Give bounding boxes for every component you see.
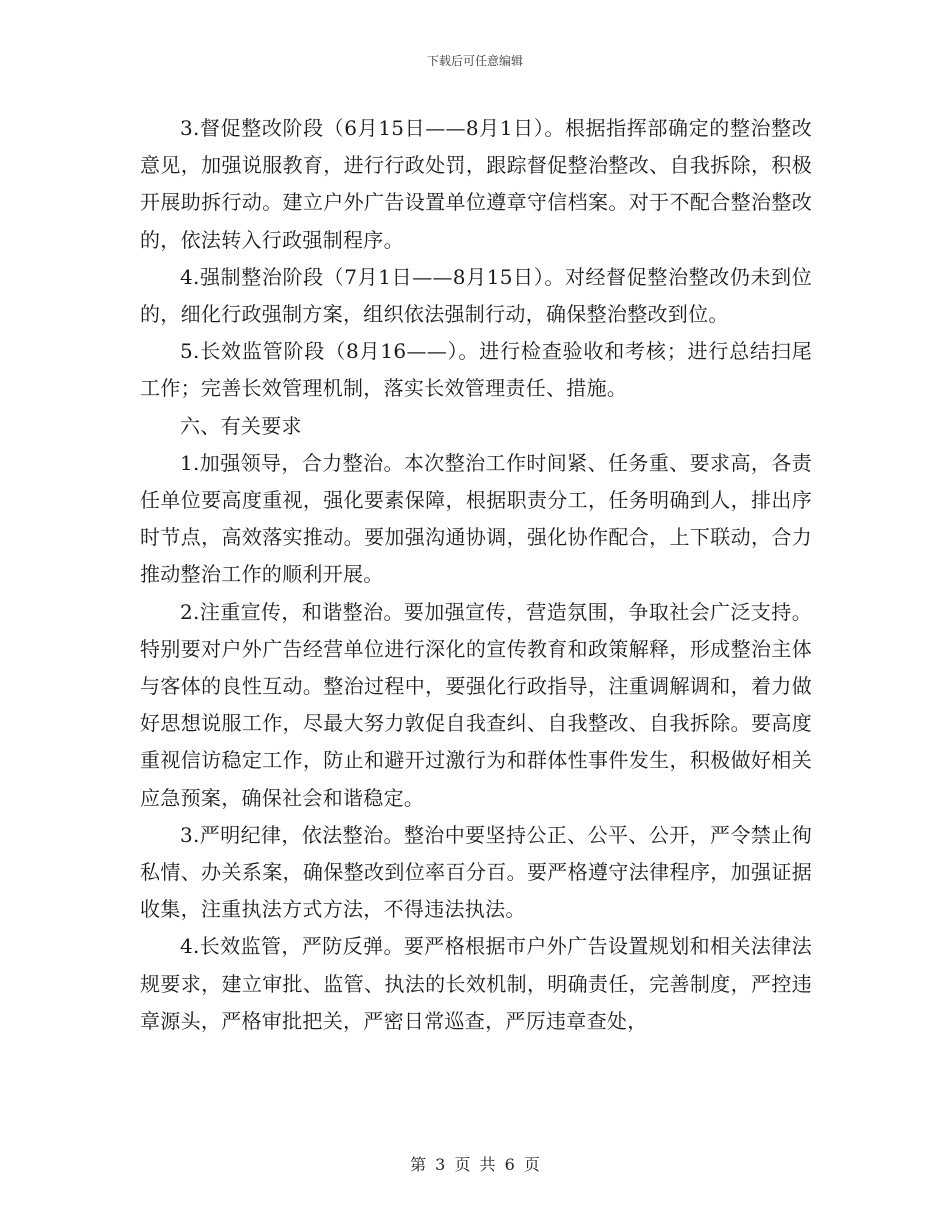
paragraph-stage-5: 5.长效监管阶段（8月16——）。进行检查验收和考核；进行总结扫尾工作；完善长效管理机制，落实长效管理责任、措施。 xyxy=(140,339,812,401)
section-heading-requirements: 六、有关要求 xyxy=(180,413,302,438)
page-number: 第 3 页 共 6 页 xyxy=(410,1155,540,1174)
document-body xyxy=(140,110,812,1040)
page-header-note: 下载后可任意编辑 xyxy=(426,54,523,68)
paragraph-requirement-3: 3.严明纪律，依法整治。整治中要坚持公正、公平、公开，严令禁止徇私情、办关系案，确保整改到位率百分百。要严格遵守法律程序，加强证据收集，注重执法方式方法，不得违法执法。 xyxy=(140,822,812,922)
paragraph-stage-4: 4.强制整治阶段（7月1日——8月15日）。对经督促整治整改仍未到位的，细化行政强制方案，组织依法强制行动，确保整治整改到位。 xyxy=(140,264,812,327)
paragraph-requirement-1: 1.加强领导，合力整治。本次整治工作时间紧、任务重、要求高，各责任单位要高度重视，强化要素保障，根据职责分工，任务明确到人，排出序时节点，高效落实推动。要加强沟通协调，强化协作配合，上下联动，合力推动整治工作的顺利开展。 xyxy=(140,450,812,587)
paragraph-stage-3: 3.督促整改阶段（6月15日——8月1日）。根据指挥部确定的整治整改意见，加强说服教育，进行行政处罚，跟踪督促整治整改、自我拆除，积极开展助拆行动。建立户外广告设置单位遵章守信档案。对于不配合整治整改的，依法转入行政强制程序。 xyxy=(140,116,812,252)
paragraph-requirement-4: 4.长效监管，严防反弹。要严格根据市户外广告设置规划和相关法律法规要求，建立审批、监管、执法的长效机制，明确责任，完善制度，严控违章源头，严格审批把关，严密日常巡查，严厉违章查处， xyxy=(140,934,812,1033)
paragraph-requirement-2: 2.注重宣传，和谐整治。要加强宣传，营造氛围，争取社会广泛支持。特别要对户外广告经营单位进行深化的宣传教育和政策解释，形成整治主体与客体的良性互动。整治过程中，要强化行政指导，注重调解调和，着力做好思想说服工作，尽最大努力敦促自我查纠、自我整改、自我拆除。要高度重视信访稳定工作，防止和避开过激行为和群体性事件发生，积极做好相关应急预案，确保社会和谐稳定。 xyxy=(140,599,812,810)
